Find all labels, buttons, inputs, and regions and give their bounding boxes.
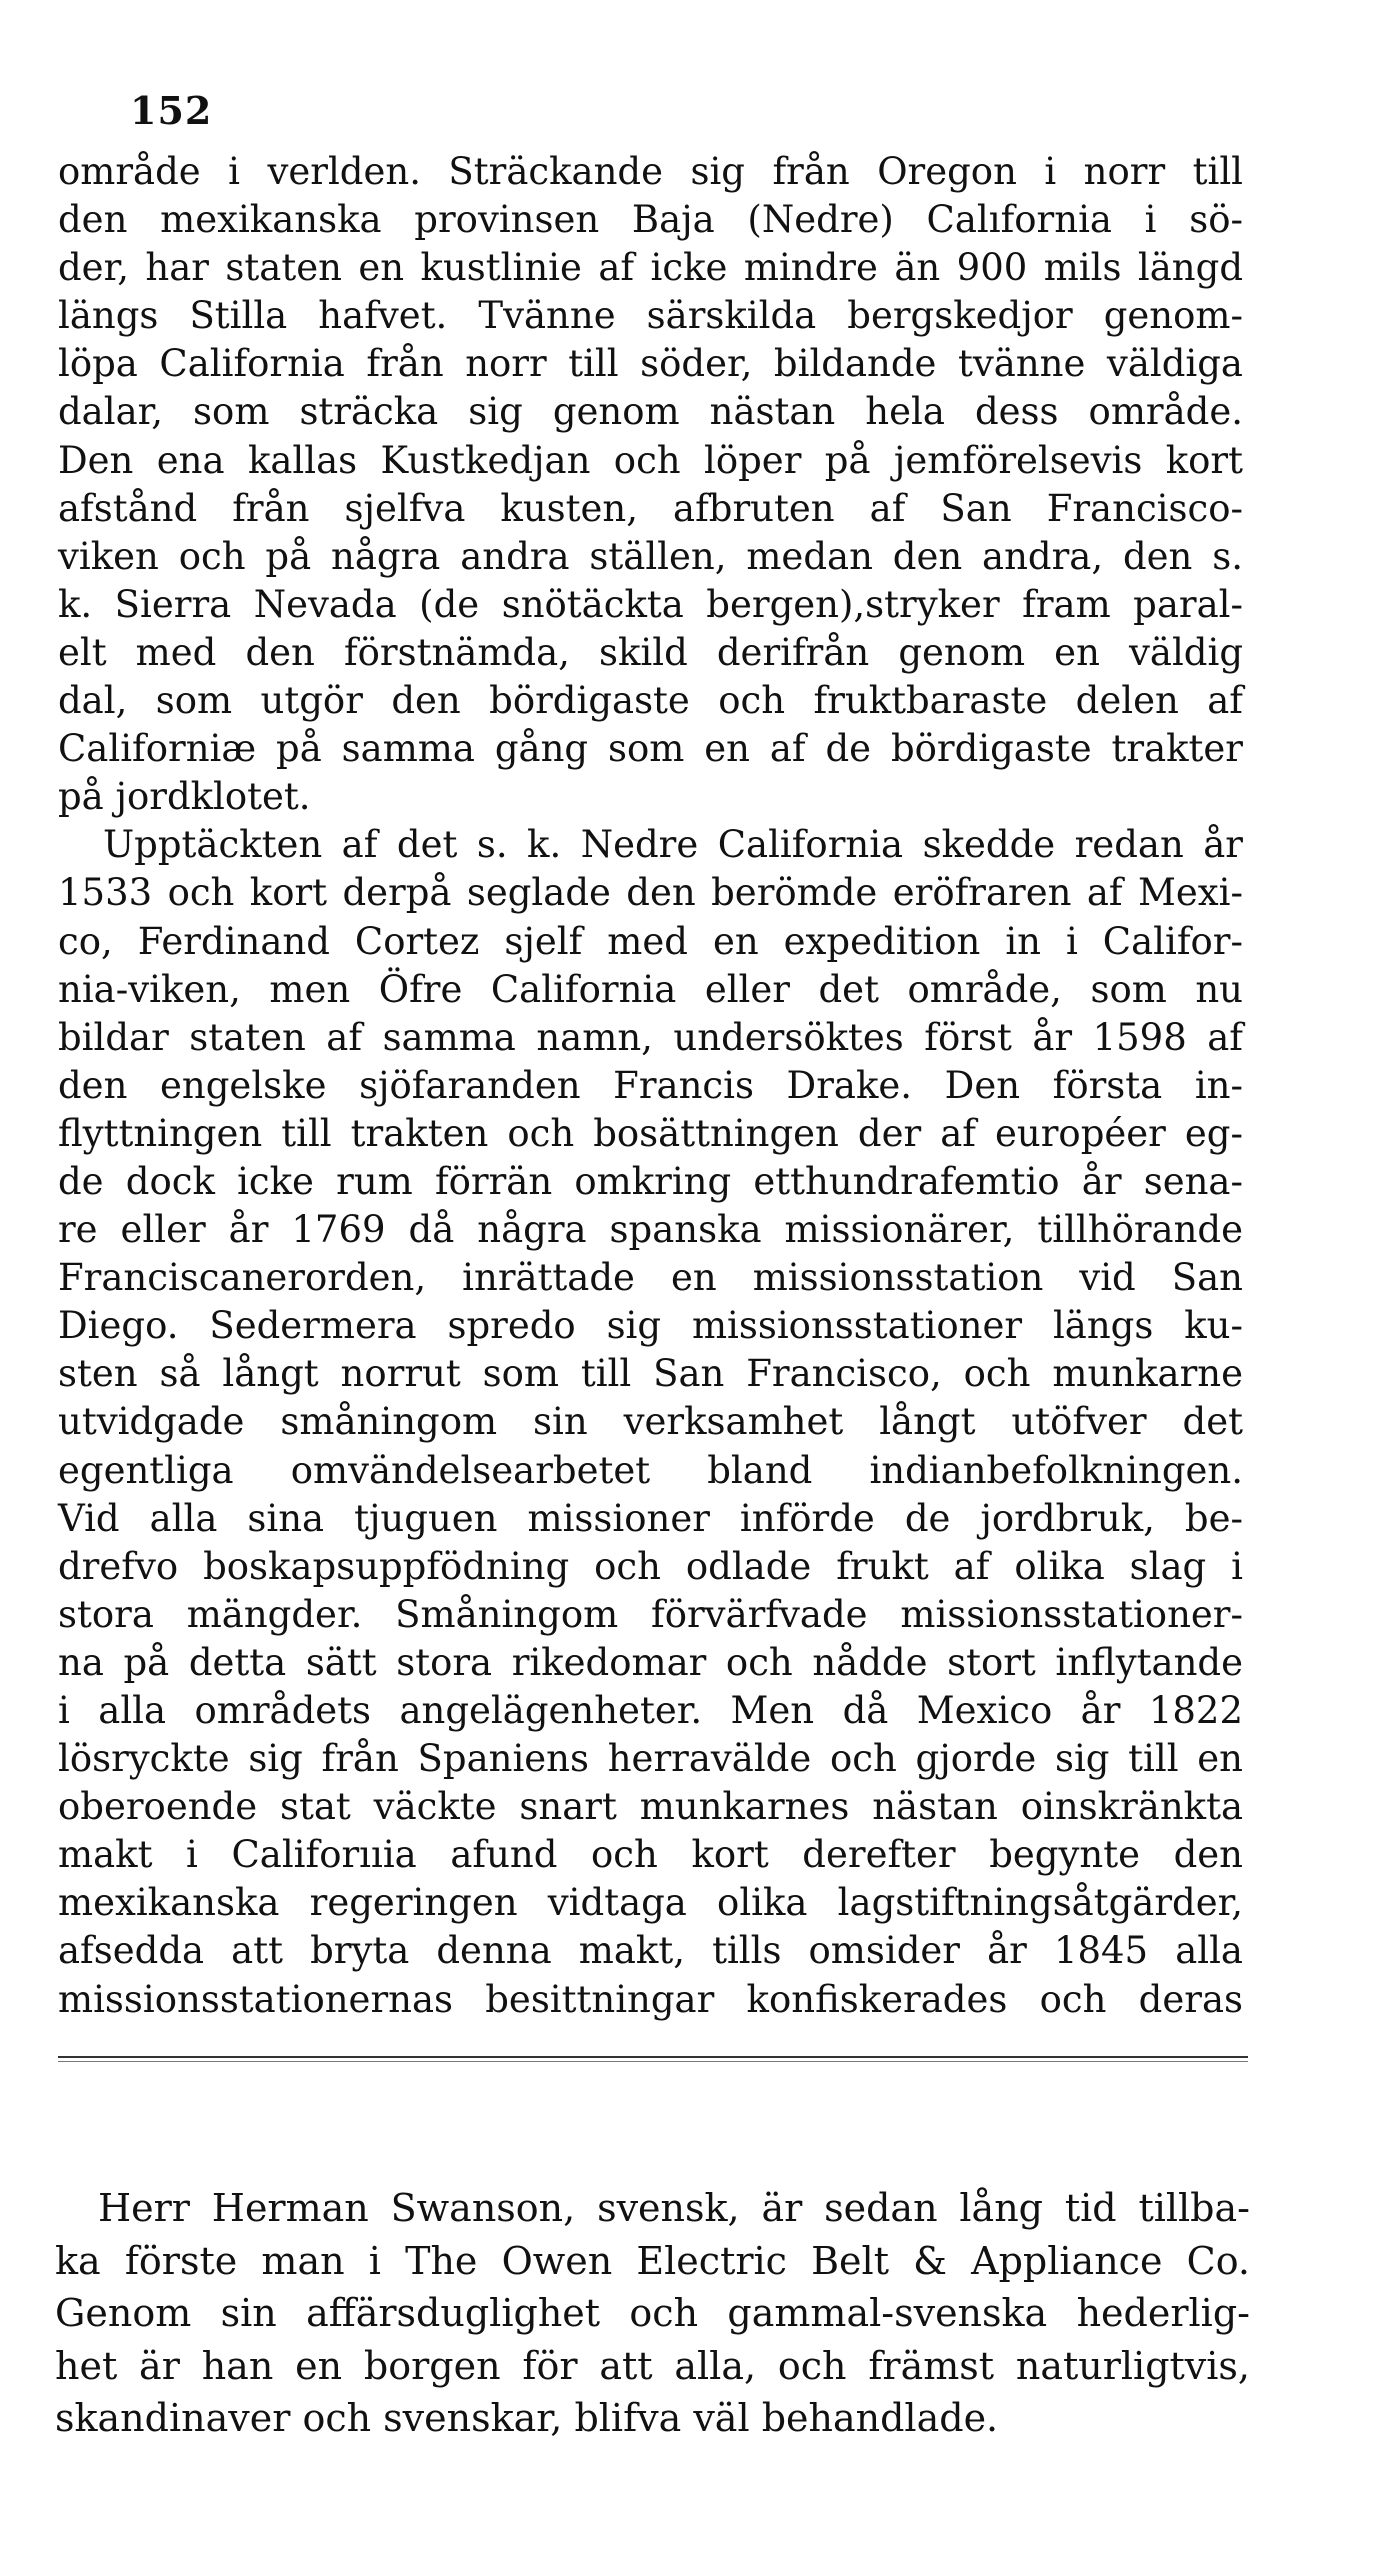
advert-line: het är han en borgen för att alla, och främst naturligtvis,	[55, 2343, 1250, 2388]
text-line: Den ena kallas Kustkedjan och löper på jemförelsevis kort	[58, 438, 1243, 482]
text-line: lösryckte sig från Spaniens herravälde och gjorde sig till en	[58, 1737, 1243, 1781]
section-divider	[58, 2056, 1248, 2058]
text-line: längs Stilla hafvet. Tvänne särskilda bergskedjor genom-	[58, 294, 1243, 338]
text-line: den engelske sjöfaranden Francis Drake. Den första in-	[58, 1063, 1243, 1107]
text-line: elt med den förstnämda, skild derifrån genom en väldig	[58, 630, 1243, 674]
text-line: k. Sierra Nevada (de snötäckta bergen),stryker fram paral-	[58, 582, 1243, 626]
text-line: sten så långt norrut som till San Francisco, och munkarne	[58, 1352, 1243, 1396]
text-line: Franciscanerorden, inrättade en missionsstation vid San	[58, 1256, 1243, 1300]
text-line: nia-viken, men Öfre California eller det område, som nu	[58, 967, 1243, 1011]
page-number: 152	[130, 88, 213, 133]
text-line: område i verlden. Sträckande sig från Oregon i norr till	[58, 150, 1243, 193]
text-line: flyttningen till trakten och bosättningen der af européer eg-	[58, 1111, 1243, 1155]
text-line: oberoende stat väckte snart munkarnes nästan oinskränkta	[58, 1785, 1243, 1829]
text-line: Vid alla sina tjuguen missioner införde de jordbruk, be-	[58, 1496, 1243, 1540]
text-line: egentliga omvändelsearbetet bland indianbefolkningen.	[58, 1448, 1243, 1492]
text-line: afstånd från sjelfva kusten, afbruten af San Francisco-	[58, 486, 1243, 530]
text-line: makt i Califorııia afund och kort derefter begynte den	[58, 1833, 1243, 1877]
text-line: bildar staten af samma namn, undersöktes först år 1598 af	[58, 1015, 1243, 1059]
text-line: i alla områdets angelägenheter. Men då Mexico år 1822	[58, 1689, 1243, 1732]
text-line: Diego. Sedermera spredo sig missionsstationer längs ku-	[58, 1304, 1243, 1348]
paragraph-start-line: Upptäckten af det s. k. Nedre California skedde redan år	[103, 823, 1243, 867]
text-line: de dock icke rum förrän omkring etthundrafemtio år sena-	[58, 1159, 1243, 1203]
text-line: drefvo boskapsuppfödning och odlade frukt af olika slag i	[58, 1544, 1243, 1588]
text-line: den mexikanska provinsen Baja (Nedre) Calıfornia i sö-	[58, 198, 1243, 242]
text-line: missionsstationernas besittningar konfiskerades och deras	[58, 1977, 1243, 2021]
advert-line: ka förste man i The Owen Electric Belt & Appliance Co.	[55, 2238, 1250, 2283]
advert-line: Herr Herman Swanson, svensk, är sedan lång tid tillba-	[98, 2186, 1250, 2230]
text-line: viken och på några andra ställen, medan den andra, den s.	[58, 534, 1243, 578]
text-line: na på detta sätt stora rikedomar och nådde stort inflytande	[58, 1640, 1243, 1684]
text-line: re eller år 1769 då några spanska missionärer, tillhörande	[58, 1208, 1243, 1252]
advertisement-paragraph	[55, 2182, 1250, 2445]
advert-line: Genom sin affärsduglighet och gammal-svenska hederlig-	[55, 2291, 1250, 2336]
text-line: utvidgade småningom sin verksamhet långt utöfver det	[58, 1400, 1243, 1444]
section-divider-shadow	[58, 2061, 1248, 2062]
text-line: afsedda att bryta denna makt, tills omsider år 1845 alla	[58, 1929, 1243, 1973]
text-line: der, har staten en kustlinie af icke mindre än 900 mils längd	[58, 246, 1243, 290]
text-line: co, Ferdinand Cortez sjelf med en expedition in i Califor-	[58, 919, 1243, 963]
article-body	[58, 148, 1243, 2024]
text-line: stora mängder. Småningom förvärfvade missionsstationer-	[58, 1592, 1243, 1636]
text-line: löpa California från norr till söder, bildande tvänne väldiga	[58, 342, 1243, 386]
text-line: Californiæ på samma gång som en af de bördigaste trakter	[58, 727, 1243, 771]
advert-line: skandinaver och svenskar, blifva väl behandlade.	[55, 2396, 999, 2441]
text-line: mexikanska regeringen vidtaga olika lagstiftningsåtgärder,	[58, 1881, 1243, 1925]
text-line: dal, som utgör den bördigaste och fruktbaraste delen af	[58, 679, 1243, 723]
text-line: 1533 och kort derpå seglade den berömde eröfraren af Mexi-	[58, 871, 1243, 915]
text-line: dalar, som sträcka sig genom nästan hela dess område.	[58, 390, 1243, 434]
text-line: på jordklotet.	[58, 775, 311, 819]
